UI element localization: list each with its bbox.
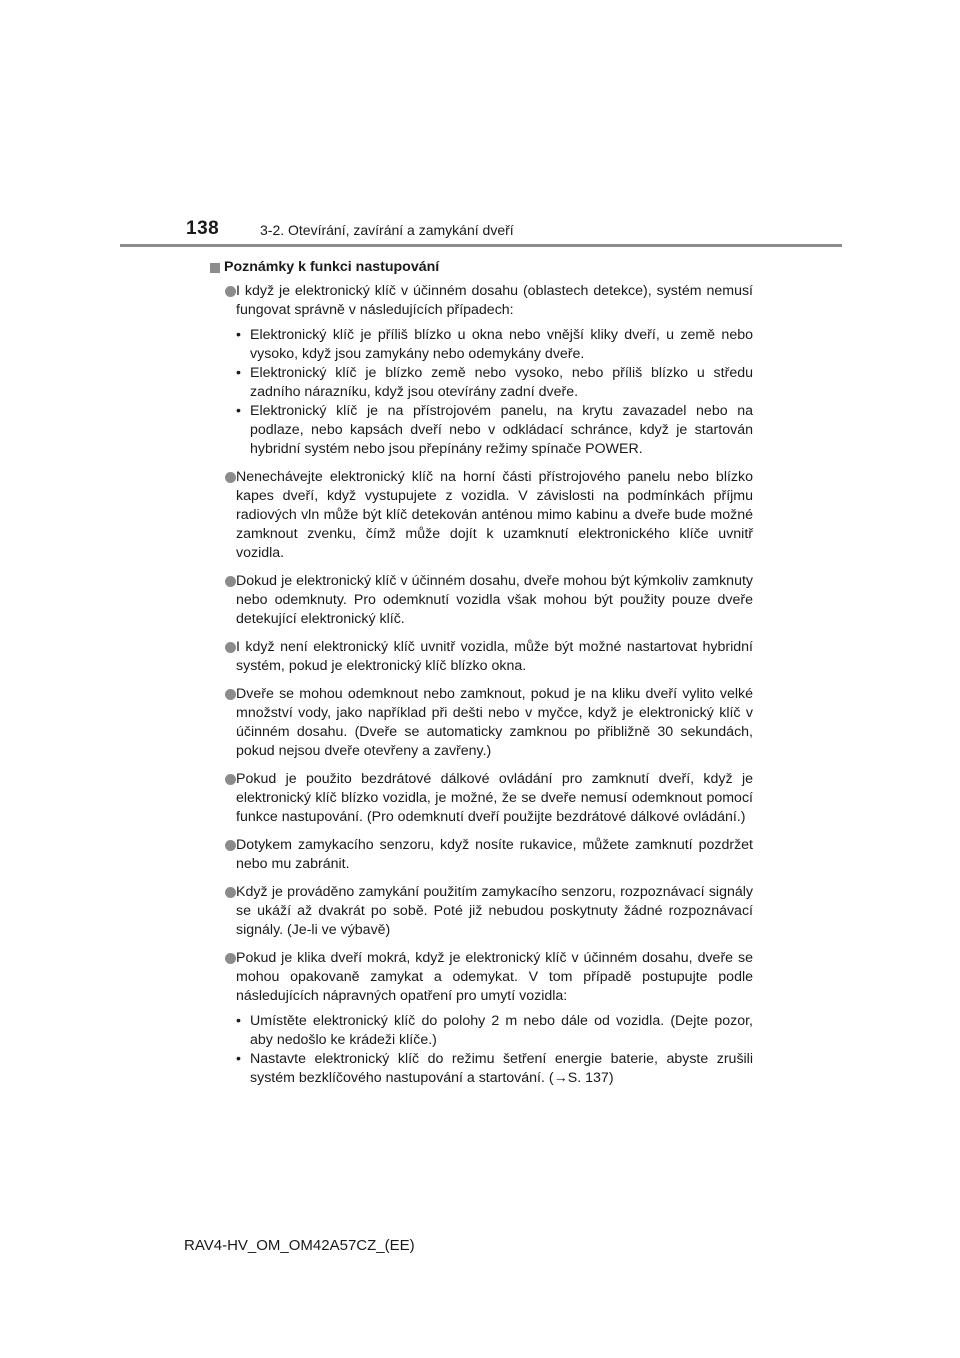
circle-bullet-icon [225, 840, 236, 851]
page-number: 138 [186, 218, 220, 239]
sub-item [236, 364, 753, 402]
note-text: Dotykem zamykacího senzoru, když nosíte rukavice, můžete zamknutí pozdržet nebo mu zabránit. [236, 837, 753, 872]
bullet-dot-icon: • [236, 1051, 241, 1067]
section-heading-text: Poznámky k funkci nastupování [224, 259, 440, 275]
circle-bullet-icon [225, 472, 236, 483]
note-item [210, 638, 753, 676]
bullet-dot-icon: • [236, 403, 241, 419]
note-text: I když není elektronický klíč uvnitř vozidla, může být možné nastartovat hybridní systém, pokud je elektronický klíč blízko okna. [236, 639, 753, 674]
sub-item [236, 1012, 753, 1050]
header-rule [120, 244, 842, 247]
chapter-title: 3-2. Otevírání, zavírání a zamykání dveří [260, 222, 514, 238]
square-bullet-icon [210, 263, 220, 273]
circle-bullet-icon [225, 286, 236, 297]
note-item [210, 282, 753, 459]
sub-list [236, 1012, 753, 1088]
circle-bullet-icon [225, 774, 236, 785]
note-text: Dveře se mohou odemknout nebo zamknout, pokud je na kliku dveří vylito velké množství vody, jako například při dešti nebo v myčce, když je elektronický klíč v účinném dosahu. (Dveře se automaticky zamknou po přibližně 30 sekundách, pokud nejsou dveře otevřeny a zavřeny.) [236, 686, 753, 759]
sub-item-text: Elektronický klíč je blízko země nebo vysoko, nebo příliš blízko u středu zadního nárazníku, když jsou otevírány zadní dveře. [250, 365, 753, 400]
note-text: Nenechávejte elektronický klíč na horní části přístrojového panelu nebo blízko kapes dveří, když vystupujete z vozidla. V závislosti na podmínkách příjmu radiových vln může být klíč detekován anténou mimo kabinu a dveře bude možné zamknout zvenku, čímž může dojít k uzamknutí elektronického klíče uvnitř vozidla. [236, 469, 753, 561]
section-heading [210, 258, 753, 277]
note-item [210, 685, 753, 761]
sub-item-text: Elektronický klíč je příliš blízko u okna nebo vnější kliky dveří, u země nebo vysoko, když jsou zamykány nebo odemykány dveře. [250, 327, 753, 362]
note-item [210, 949, 753, 1088]
sub-item [236, 402, 753, 459]
note-item [210, 468, 753, 563]
document-code: RAV4-HV_OM_OM42A57CZ_(EE) [184, 1237, 415, 1254]
circle-bullet-icon [225, 887, 236, 898]
bullet-dot-icon: • [236, 365, 241, 381]
note-text: I když je elektronický klíč v účinném dosahu (oblastech detekce), systém nemusí fungovat správně v následujících případech: [236, 283, 753, 318]
sub-item [236, 1050, 753, 1088]
sub-item [236, 326, 753, 364]
circle-bullet-icon [225, 953, 236, 964]
sub-list [236, 326, 753, 459]
note-item [210, 836, 753, 874]
sub-item-text: Elektronický klíč je na přístrojovém panelu, na krytu zavazadel nebo na podlaze, nebo kapsách dveří nebo v odkládací schránce, když je startován hybridní systém nebo jsou přepínány režimy spínače POWER. [250, 403, 753, 457]
content [210, 258, 753, 1097]
sub-item-text: Nastavte elektronický klíč do režimu šetření energie baterie, abyste zrušili systém bezklíčového nastupování a startování. (→S. 137) [250, 1051, 753, 1086]
bullet-dot-icon: • [236, 327, 241, 343]
note-text: Pokud je klika dveří mokrá, když je elektronický klíč v účinném dosahu, dveře se mohou opakovaně zamykat a odemykat. V tom případě postupujte podle následujících nápravných opatření pro umytí vozidla: [236, 950, 753, 1004]
sub-item-text: Umístěte elektronický klíč do polohy 2 m nebo dále od vozidla. (Dejte pozor, aby nedošlo ke krádeži klíče.) [250, 1013, 753, 1048]
note-text: Dokud je elektronický klíč v účinném dosahu, dveře mohou být kýmkoliv zamknuty nebo odemknuty. Pro odemknutí vozidla však mohou být použity pouze dveře detekující elektronický klíč. [236, 573, 753, 627]
note-text: Pokud je použito bezdrátové dálkové ovládání pro zamknutí dveří, když je elektronický klíč blízko vozidla, je možné, že se dveře nemusí odemknout pomocí funkce nastupování. (Pro odemknutí dveří použijte bezdrátové dálkové ovládání.) [236, 771, 753, 825]
note-item [210, 770, 753, 827]
bullet-dot-icon: • [236, 1013, 241, 1029]
note-text: Když je prováděno zamykání použitím zamykacího senzoru, rozpoznávací signály se ukáží až dvakrát po sobě. Poté již nebudou poskytnuty žádné rozpoznávací signály. (Je-li ve výbavě) [236, 884, 753, 938]
note-item [210, 883, 753, 940]
circle-bullet-icon [225, 576, 236, 587]
circle-bullet-icon [225, 642, 236, 653]
circle-bullet-icon [225, 689, 236, 700]
note-item [210, 572, 753, 629]
